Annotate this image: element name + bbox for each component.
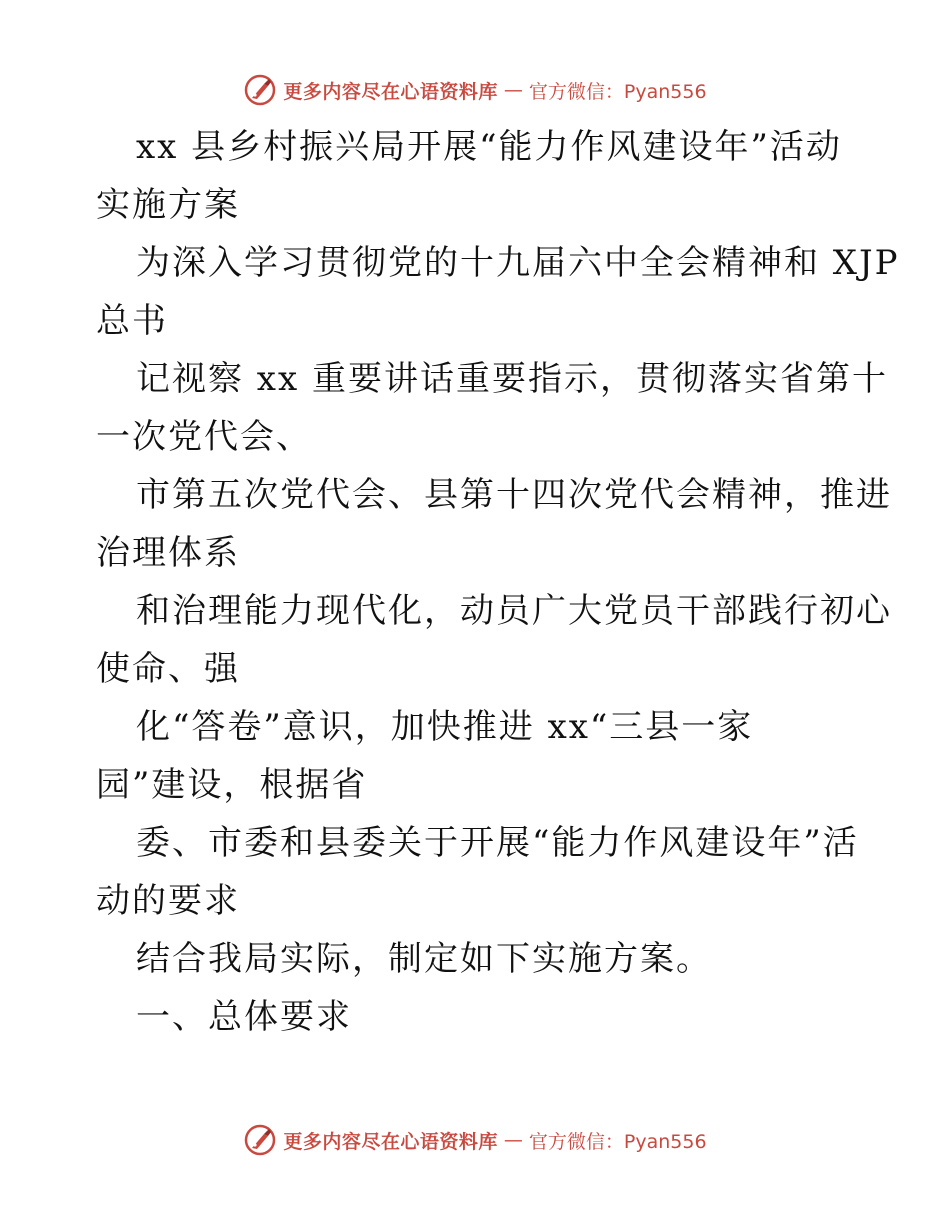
body-line: 和治理能力现代化，动员广大党员干部践行初心 bbox=[136, 591, 892, 631]
body-line: 总书 bbox=[96, 301, 168, 341]
document-body bbox=[96, 118, 900, 1046]
body-line: 动的要求 bbox=[96, 881, 240, 921]
watermark-text: 更多内容尽在心语资料库 bbox=[283, 80, 498, 103]
watermark-contact: 官方微信：Pyan556 bbox=[528, 80, 707, 103]
body-line: 园”建设，根据省 bbox=[96, 765, 368, 805]
body-line: 治理体系 bbox=[96, 533, 240, 573]
body-line: 化“答卷”意识，加快推进 xx“三县一家 bbox=[136, 707, 754, 747]
footer-watermark bbox=[0, 1120, 950, 1160]
body-line: 实施方案 bbox=[96, 185, 240, 225]
header-watermark bbox=[0, 70, 950, 110]
pen-nib-logo-icon bbox=[243, 1123, 277, 1157]
watermark-separator: — bbox=[503, 1129, 523, 1151]
body-line: 为深入学习贯彻党的十九届六中全会精神和 XJP bbox=[136, 243, 900, 283]
body-line: 记视察 xx 重要讲话重要指示，贯彻落实省第十 bbox=[136, 359, 888, 399]
watermark-separator: — bbox=[503, 79, 523, 101]
body-line: xx 县乡村振兴局开展“能力作风建设年”活动 bbox=[136, 127, 842, 167]
body-line: 结合我局实际，制定如下实施方案。 bbox=[136, 939, 712, 979]
section-heading: 一、总体要求 bbox=[136, 997, 352, 1037]
watermark-contact: 官方微信：Pyan556 bbox=[528, 1130, 707, 1153]
body-line: 使命、强 bbox=[96, 649, 240, 689]
watermark-text: 更多内容尽在心语资料库 bbox=[283, 1130, 498, 1153]
pen-nib-logo-icon bbox=[243, 73, 277, 107]
body-line: 市第五次党代会、县第十四次党代会精神，推进 bbox=[136, 475, 892, 515]
body-line: 委、市委和县委关于开展“能力作风建设年”活 bbox=[136, 823, 859, 863]
body-line: 一次党代会、 bbox=[96, 417, 312, 457]
